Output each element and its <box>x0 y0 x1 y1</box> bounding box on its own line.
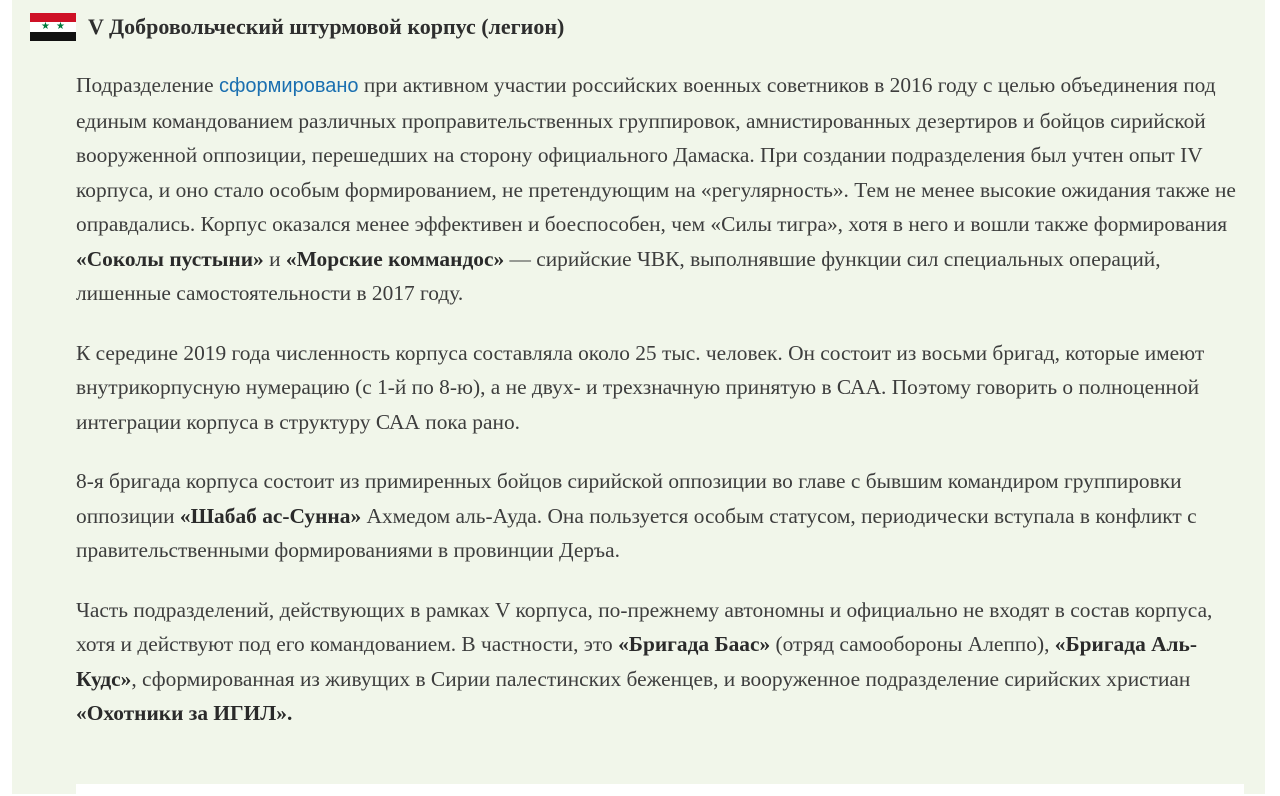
syria-flag-icon: ★ ★ <box>30 13 76 41</box>
formed-link[interactable]: сформировано <box>218 75 359 97</box>
isis-hunters-bold: «Охотники за ИГИЛ». <box>76 701 293 725</box>
paragraph-strength: К середине 2019 года численность корпуса составляла около 25 тыс. человек. Он состоит из восьми бригад, которые имеют внутрикорпусную нумерацию (с 1-й по 8-ю), а не двух- и трехзначную принятую в САА. Поэтому говорить о полноценной интеграции корпуса в структуру САА пока рано. <box>76 340 1205 434</box>
marine-commandos-bold: «Морские коммандос» <box>285 246 505 271</box>
section-title: V Добровольческий штурмовой корпус (легион) <box>88 14 565 39</box>
paragraph-autonomous-units: Часть подразделений, действующих в рамках V корпуса, по-прежнему автономны и официально не входят в состав корпуса, хотя и действуют под его командованием. В частности, это «Бригада Баас» (отряд самообороны Алеппо), «Бригада Аль-Кудс», сформированная из живущих в Сирии палестинских беженцев, и вооруженное подразделение сирийских христиан «Охотники за ИГИЛ». <box>76 597 1213 725</box>
shabab-sunna-bold: «Шабаб ас-Сунна» <box>179 503 362 528</box>
paragraph-8th-brigade: 8-я бригада корпуса состоит из примиренных бойцов сирийской оппозиции во главе с бывшим командиром группировки оппозиции «Шабаб ас-Сунна» Ахмедом аль-Ауда. Она пользуется особым статусом, периодически вступала в конфликт с правительственными формированиями в провинции Деръа. <box>76 469 1197 562</box>
article-body <box>76 68 1256 756</box>
content-panel <box>12 0 1265 794</box>
baath-brigade-bold: «Бригада Баас» <box>618 632 771 656</box>
section-header <box>30 12 564 42</box>
desert-falcons-bold: «Соколы пустыни» <box>76 246 264 271</box>
al-quds-brigade-bold: «Бригада Аль-Кудс» <box>76 632 1197 691</box>
next-block-edge <box>76 784 1244 796</box>
paragraph-formation: Подразделение сформировано при активном участии российских военных советников в 2016 году с целью объединения под единым командованием различных проправительственных группировок, амнистированных дезертиров и бойцов сирийской вооруженной оппозиции, перешедших на сторону официального Дамаска. При создании подразделения был учтен опыт IV корпуса, и оно стало особым формированием, не претендующим на «регулярность». Тем не менее высокие ожидания также не оправдались. Корпус оказался менее эффективен и боеспособен, чем «Силы тигра», хотя в него и вошли также формирования «Соколы пустыни» и «Морские коммандос» — сирийские ЧВК, выполнявшие функции сил специальных операций, лишенные самостоятельности в 2017 году. <box>76 73 1236 305</box>
